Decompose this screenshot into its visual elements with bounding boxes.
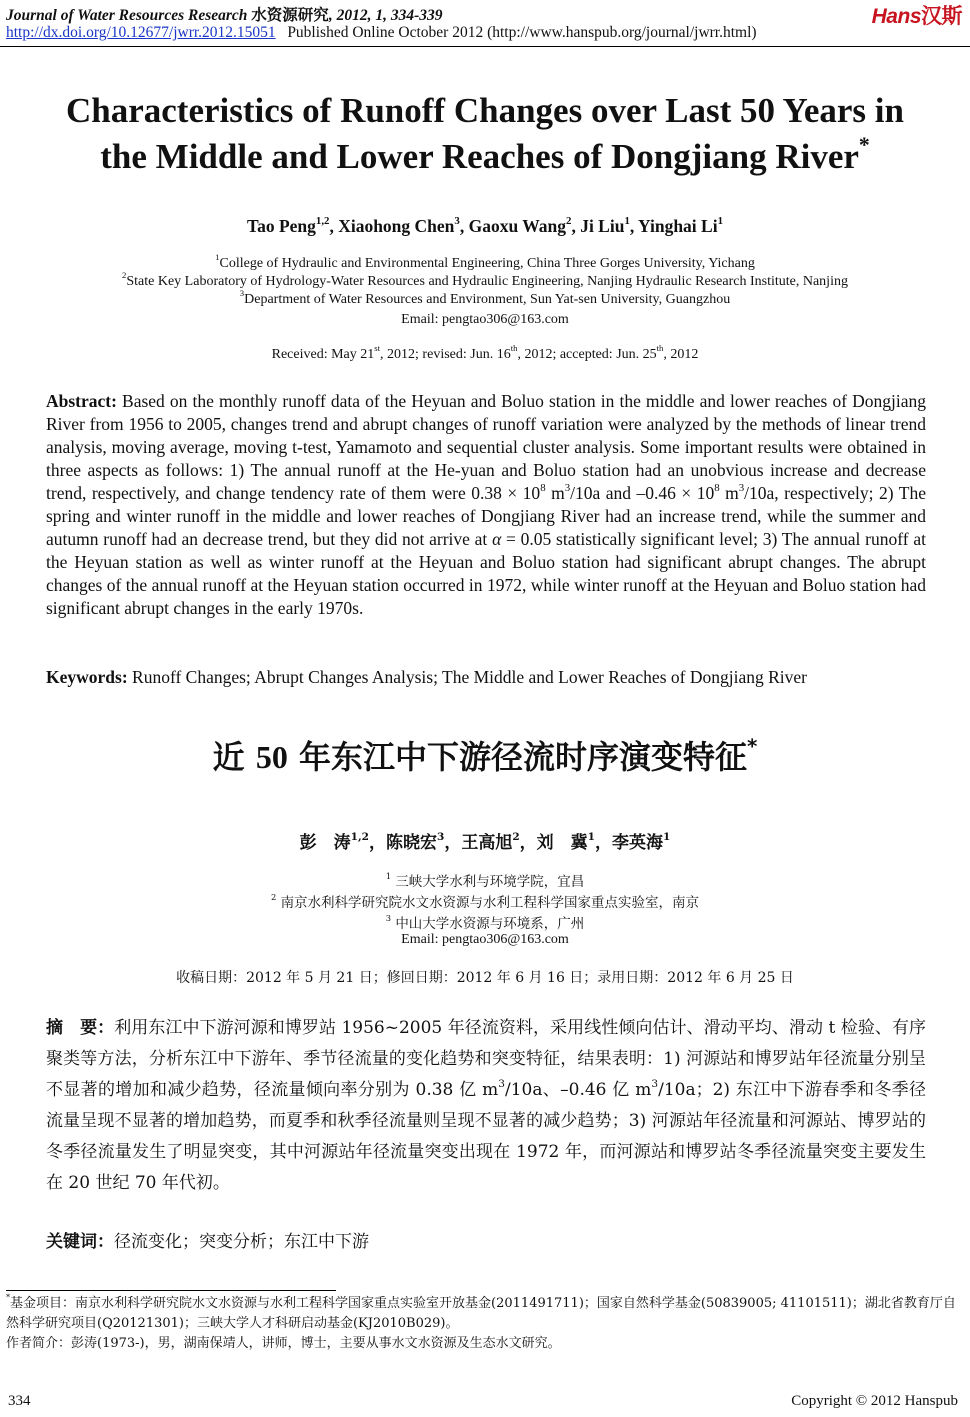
author-en-separator: , <box>459 216 469 236</box>
keywords-cn-label: 关键词： <box>46 1232 114 1252</box>
affiliation-cn-3 <box>0 912 970 932</box>
author-cn-affiliation-num: 1 <box>587 830 595 843</box>
exponent: 3 <box>564 481 571 494</box>
affiliation-cn-1 <box>0 870 970 890</box>
aff-num: 1 <box>215 252 220 263</box>
author-cn-separator: ， <box>594 833 612 853</box>
keywords-cn <box>46 1227 369 1252</box>
author-cn-affiliation-num: 2 <box>512 830 520 843</box>
abstract-text: /10a and –0.46 × 10 <box>570 483 715 503</box>
authors-cn <box>0 828 970 853</box>
header-divider <box>0 46 970 47</box>
author-en-affiliation-num: 2 <box>566 214 572 227</box>
doi-link[interactable]: http://dx.doi.org/10.12677/jwrr.2012.15051 <box>6 24 276 41</box>
email-cn: Email: pengtao306@163.com <box>401 932 569 947</box>
aff-text: 三峡大学水利与环境学院，宜昌 <box>395 874 585 890</box>
abstract-cn-text: 利用东江中下游河源和博罗站 1956~2005 年径流资料，采用线性倾向估计、滑动平均、滑动 t 检验、有序聚类等方法，分析东江中下游年、季节径流量的变化趋势和突变特征，结果表明：1) 河源站和博罗站年径流量分别呈不显著的增加和减少趋势，径流量倾向率分别为 0.38 亿 m <box>46 1018 927 1100</box>
keywords-cn-text: 径流变化；突变分析；东江中下游 <box>114 1232 369 1252</box>
author-en-separator: , <box>329 216 339 236</box>
author-cn-separator: ， <box>369 833 386 853</box>
title-en-line2: the Middle and Lower Reaches of Dongjiang River <box>100 137 859 176</box>
page-number: 334 <box>8 1393 31 1409</box>
authors-en <box>0 216 970 237</box>
title-en-line1: Characteristics of Runoff Changes over Last 50 Years in <box>66 91 904 130</box>
keywords-en <box>46 666 926 689</box>
author-en-affiliation-num: 1 <box>717 214 723 227</box>
alpha-symbol: α <box>492 529 502 549</box>
author-en-separator: , <box>571 216 581 236</box>
keywords-text: Runoff Changes; Abrupt Changes Analysis; The Middle and Lower Reaches of Dongjiang River <box>127 667 807 687</box>
title-en-star: * <box>858 133 870 158</box>
title-cn <box>0 732 970 778</box>
aff-text: Department of Water Resources and Environment, Sun Yat-sen University, Guangzhou <box>244 292 731 307</box>
author-en-name: Yinghai Li <box>637 216 718 236</box>
abstract-cn-label: 摘 要： <box>46 1018 115 1038</box>
author-en-name: Gaoxu Wang <box>468 216 567 236</box>
author-en-affiliation-num: 1,2 <box>315 214 330 227</box>
aff-num: 3 <box>239 288 245 299</box>
journal-citation: , 2012, 1, 334-339 <box>328 7 443 24</box>
author-cn-name: 王高旭 <box>461 833 513 853</box>
received-dates-cn: 收稿日期：2012 年 5 月 21 日；修回日期：2012 年 6 月 16 日；录用日期：2012 年 6 月 25 日 <box>176 970 794 986</box>
copyright: Copyright © 2012 Hanspub <box>791 1393 958 1409</box>
author-cn-name: 陈晓宏 <box>386 833 437 853</box>
abstract-en <box>46 390 926 620</box>
revised-text: , 2012; revised: Jun. 16 <box>380 347 511 362</box>
abstract-label: Abstract: <box>46 391 117 411</box>
author-en-affiliation-num: 3 <box>454 214 460 227</box>
aff-num: 2 <box>122 270 127 281</box>
author-en-separator: , <box>629 216 638 236</box>
hanspub-logo <box>872 0 962 30</box>
author-cn-name: 彭 涛 <box>299 833 351 853</box>
footnote-divider <box>6 1290 336 1291</box>
title-en <box>30 88 940 180</box>
author-en-affiliation-num: 1 <box>624 214 630 227</box>
title-cn-star: * <box>746 735 758 759</box>
author-cn-affiliation-num: 1,2 <box>350 830 369 843</box>
abstract-cn <box>46 1013 926 1199</box>
author-en-name: Tao Peng <box>247 216 316 236</box>
exponent: 8 <box>540 481 546 494</box>
aff-text: State Key Laboratory of Hydrology-Water Resources and Hydraulic Engineering, Nanjing Hydraulic Research Institute, Nanjing <box>126 274 848 289</box>
affiliation-cn-2 <box>0 891 970 911</box>
author-en-name: Xiaohong Chen <box>338 216 455 236</box>
title-cn-pre: 近 <box>212 738 256 776</box>
ordinal: th <box>656 343 664 354</box>
author-bio: 作者简介：彭涛(1973-)，男，湖南保靖人，讲师，博士，主要从事水文水资源及生态水文研究。 <box>6 1336 561 1351</box>
ordinal: th <box>510 343 518 354</box>
author-cn-name: 李英海 <box>611 833 663 853</box>
abstract-text: /10a, respectively; 2) The spring and winter runoff in the middle and lower reaches of Dongjiang River had an increase trend, while the summer and autumn runoff had an decrease trend, but they did not arrive at <box>46 483 926 549</box>
ordinal: st <box>374 343 381 354</box>
author-cn-affiliation-num: 3 <box>437 830 445 843</box>
aff-text: 南京水利科学研究院水文水资源与水利工程科学国家重点实验室，南京 <box>280 895 700 911</box>
abstract-text: = 0.05 statistically significant level; 3) The annual runoff at the Heyuan station as well as winter runoff at the Heyuan and Boluo station had significant abrupt changes. The abrupt changes of the annual runoff at the Heyuan station occurred in 1972, while winter runoff at the Heyuan and Boluo station had significant abrupt changes in the early 1970s. <box>46 529 926 618</box>
journal-header <box>6 3 442 25</box>
author-en-name: Ji Liu <box>580 216 625 236</box>
exponent: 3 <box>651 1077 659 1090</box>
affiliation-en-2 <box>0 270 970 290</box>
affiliation-en-3 <box>0 288 970 308</box>
aff-num: 3 <box>385 913 392 924</box>
aff-text: College of Hydraulic and Environmental Engineering, China Three Gorges University, Yichang <box>219 256 755 271</box>
aff-num: 2 <box>270 892 277 903</box>
abstract-text: m <box>719 483 739 503</box>
exponent: 8 <box>714 481 720 494</box>
accepted-text: , 2012; accepted: Jun. 25 <box>517 347 657 362</box>
title-cn-num: 50 <box>255 739 288 775</box>
footnote <box>6 1294 966 1354</box>
aff-num: 1 <box>385 871 392 882</box>
abstract-cn-text: /10a、–0.46 亿 m <box>504 1080 652 1100</box>
abstract-text: m <box>545 483 565 503</box>
published-info: Published Online October 2012 (http://www.hanspub.org/journal/jwrr.html) <box>287 24 757 41</box>
logo-cn: 汉斯 <box>921 5 962 28</box>
title-cn-post: 年东江中下游径流时序演变特征 <box>287 738 747 776</box>
exponent: 3 <box>738 481 745 494</box>
journal-name: Journal of Water Resources Research <box>6 7 248 24</box>
logo-latin: Hans <box>871 5 921 28</box>
footnote-star: * <box>6 1293 11 1303</box>
author-cn-name: 刘 冀 <box>536 833 588 853</box>
aff-text: 中山大学水资源与环境系，广州 <box>395 916 585 932</box>
doi-line <box>6 24 757 42</box>
author-cn-affiliation-num: 1 <box>662 830 671 843</box>
fund-note <box>6 1294 966 1334</box>
affiliation-en-1 <box>0 252 970 272</box>
keywords-label: Keywords: <box>46 667 128 687</box>
year-text: , 2012 <box>663 347 699 362</box>
author-cn-separator: ， <box>519 833 537 853</box>
received-text: Received: May 21 <box>271 347 375 362</box>
abstract-text: Based on the monthly runoff data of the Heyuan and Boluo station in the middle and lower reaches of Dongjiang River from 1956 to 2005, changes trend and abrupt changes of runoff variation were analyzed by the methods of linear trend analysis, moving average, moving t-test, Yamamoto and sequential cluster analysis. Some important results were obtained in three aspects as follows: 1) The annual runoff at the He-yuan and Boluo station had an unobvious increase and decrease trend, respectively, and change tendency rate of them were 0.38 × 10 <box>46 391 926 503</box>
abstract-cn-text: /10a；2) 东江中下游春季和冬季径流量呈现不显著的增加趋势，而夏季和秋季径流量则呈现不显著的减少趋势；3) 河源站年径流量和河源站、博罗站的冬季径流量发生了明显突变，其中河源站年径流量突变出现在 1972 年，而河源站和博罗站冬季径流量突变主要发生在 20 世纪 70 年代初。 <box>46 1080 926 1193</box>
received-dates-en <box>0 343 970 363</box>
fund-text: 基金项目：南京水利科学研究院水文水资源与水利工程科学国家重点实验室开放基金(2011491711)；国家自然科学基金(50839005; 41101511)；湖北省教育厅自然科学研究项目(Q20121301)；三峡大学人才科研启动基金(KJ2010B029)。 <box>6 1296 956 1331</box>
author-cn-separator: ， <box>444 833 462 853</box>
exponent: 3 <box>498 1077 505 1090</box>
journal-name-cn: 水资源研究 <box>251 7 329 24</box>
email-en: Email: pengtao306@163.com <box>401 312 569 327</box>
